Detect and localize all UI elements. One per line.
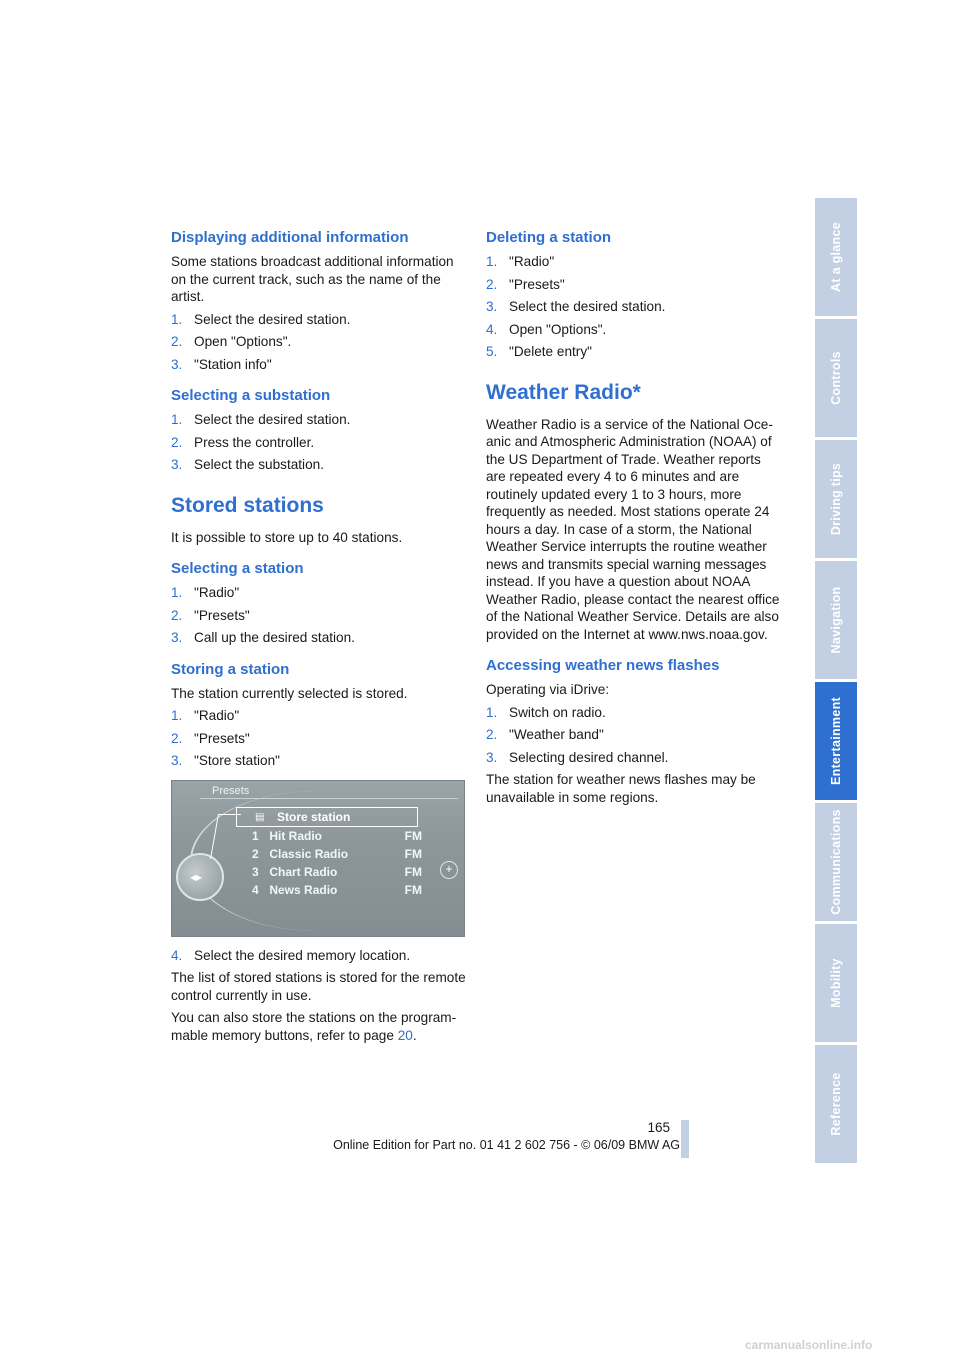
step: 1. "Radio" [171,708,240,723]
steps-list [171,584,466,647]
step: 2. "Presets" [171,730,250,746]
heading-selecting-substation: Selecting a substation [171,387,331,404]
tab-driving-tips[interactable]: Driving tips [815,440,857,558]
preset-row: 1 Hit Radio FM [252,828,422,843]
step: 3. Call up the desired station. [171,630,355,645]
paragraph: It is possible to store up to 40 stations. [171,529,403,545]
heading-selecting-station: Selecting a station [171,560,304,577]
step: 2. Open "Options". [171,334,292,349]
heading-weather-flashes: Accessing weather news flashes [486,657,720,674]
paragraph: Operating via iDrive: [486,682,610,697]
steps-list [171,311,466,374]
steps-list [486,704,781,767]
step: 1. "Radio" [171,585,240,600]
chapter-tabs [815,198,857,1166]
footer-text: Online Edition for Part no. 01 41 2 602 756 - © 06/09 BMW AG [333,1138,680,1152]
step: 3. "Store station" [171,753,280,768]
step: 3. Selecting desired channel. [486,749,669,765]
tab-controls[interactable]: Controls [815,319,857,437]
step: 1. Select the desired station. [171,311,351,327]
page-link[interactable]: 20 [397,1027,413,1043]
step: 5. "Delete entry" [486,344,592,359]
step: 3. Select the substation. [171,457,324,472]
paragraph: Weather Radio is a service of the National Oce-anic and Atmospheric Administration (NOAA) of the US Department of Trade. Weather reports are repeated every 4 to 6 minutes and are routinely updated every 1 to 3 hours, more frequently as needed. Most stations operate 24 hours a day. In case of a storm, the National Weather Service interrupts the routine weather news and transmits special warning messages instead. If you have a question about NOAA Weather Radio, please contact the nearest office of the National Weather Service. Details are also provided on the Internet at www.nws.noaa.gov. [486,416,780,642]
step: 4. Open "Options". [486,321,607,337]
preset-row: 2 Classic Radio FM [252,846,422,861]
steps-list [171,707,466,770]
heading-storing-station: Storing a station [171,660,290,678]
plus-icon: + [440,861,458,879]
steps-list [171,411,466,474]
tab-navigation[interactable]: Navigation [815,561,857,679]
page-number: 165 [647,1120,670,1135]
step: 2. "Presets" [486,276,565,292]
paragraph: The station for weather news flashes may be unavailable in some regions. [486,772,756,805]
paragraph: You can also store the stations on the program-mable memory buttons, refer to page 20. [171,1010,457,1043]
heading-stored-stations: Stored stations [171,493,324,517]
page-marker [681,1120,689,1158]
step: 2. "Weather band" [486,727,604,742]
step: 4. Select the desired memory location. [171,947,411,963]
steps-list [171,947,466,965]
presets-screen-figure [171,780,465,937]
tab-at-a-glance[interactable]: At a glance [815,198,857,316]
store-icon: ▤ [255,811,265,823]
step: 1. Switch on radio. [486,704,606,720]
tab-communications[interactable]: Communications [815,803,857,921]
heading-displaying-info: Displaying additional information [171,229,409,246]
step: 2. Press the controller. [171,434,315,450]
step: 1. "Radio" [486,254,555,269]
tab-mobility[interactable]: Mobility [815,924,857,1042]
step: 2. "Presets" [171,607,250,623]
screen-title: Presets [212,784,250,797]
left-column [171,228,466,1049]
paragraph: The list of stored stations is stored for the remote control currently in use. [171,970,466,1003]
store-station-highlight: ▤ Store station [236,807,418,827]
right-column [486,228,781,811]
tab-reference[interactable]: Reference [815,1045,857,1163]
step: 3. Select the desired station. [486,299,666,314]
preset-row: 4 News Radio FM [252,882,422,897]
heading-weather-radio: Weather Radio* [486,380,641,404]
step: 1. Select the desired station. [171,412,351,427]
paragraph: The station currently selected is stored. [171,685,408,701]
watermark: carmanualsonline.info [745,1338,873,1352]
paragraph: Some stations broadcast additional information on the current track, such as the name of the artist. [171,254,454,304]
controller-knob-icon: ◂▸ [176,853,224,901]
step: 3. "Station info" [171,356,272,372]
tab-entertainment[interactable]: Entertainment [815,682,857,800]
steps-list [486,253,781,361]
preset-row: 3 Chart Radio FM [252,864,422,879]
heading-deleting-station: Deleting a station [486,229,612,246]
